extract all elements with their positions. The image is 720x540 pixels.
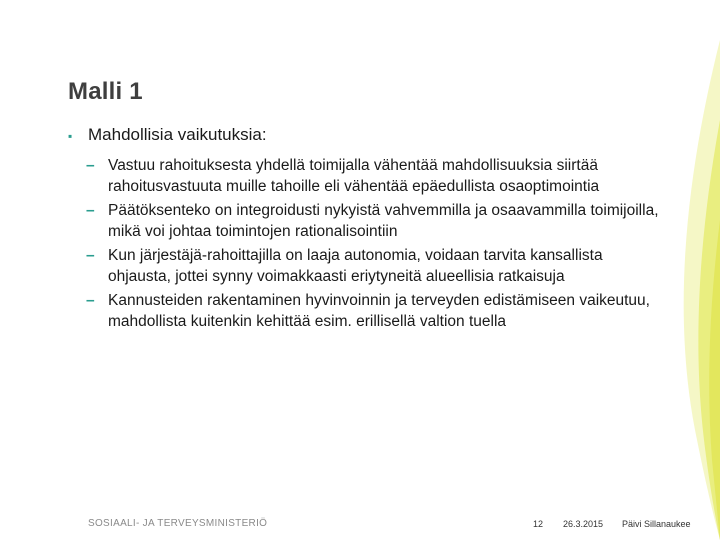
list-item — [86, 155, 668, 197]
dash-bullet-icon: – — [86, 202, 95, 219]
footer-date: 26.3.2015 — [563, 519, 604, 529]
main-bullet — [68, 124, 668, 147]
dash-bullet-icon: – — [86, 157, 95, 174]
slide-title: Malli 1 — [68, 78, 143, 105]
square-bullet-icon: ▪ — [68, 129, 73, 143]
slide-content — [68, 124, 668, 335]
list-item-text: Kannusteiden rakentaminen hyvinvoinnin ja terveyden edistämiseen vaikeutuu, mahdollista kuitenkin kehittää esim. erillisellä valtion tuella — [108, 292, 650, 330]
list-item-text: Vastuu rahoituksesta yhdellä toimijalla vähentää mahdollisuuksia siirtää rahoitusvastuuta muille tahoille eli vähentää epäedullista osaoptimointia — [108, 157, 600, 195]
dash-bullet-icon: – — [86, 292, 95, 309]
footer-author: Päivi Sillanaukee — [622, 519, 691, 529]
footer-organization: SOSIAALI- JA TERVEYSMINISTERIÖ — [88, 518, 268, 529]
footer-page-number: 12 — [533, 519, 544, 529]
main-bullet-text: Mahdollisia vaikutuksia: — [88, 125, 267, 144]
list-item — [86, 200, 668, 242]
list-item — [86, 245, 668, 287]
sub-bullet-list — [68, 155, 668, 332]
dash-bullet-icon: – — [86, 247, 95, 264]
list-item-text: Päätöksenteko on integroidusti nykyistä vahvemmilla ja osaavammilla toimijoilla, mikä voi johtaa toimintojen rationalisointiin — [108, 202, 659, 240]
list-item — [86, 290, 668, 332]
list-item-text: Kun järjestäjä-rahoittajilla on laaja autonomia, voidaan tarvita kansallista ohjausta, jottei synny voimakkaasti eriytyneitä alueellisia ratkaisuja — [108, 247, 603, 285]
